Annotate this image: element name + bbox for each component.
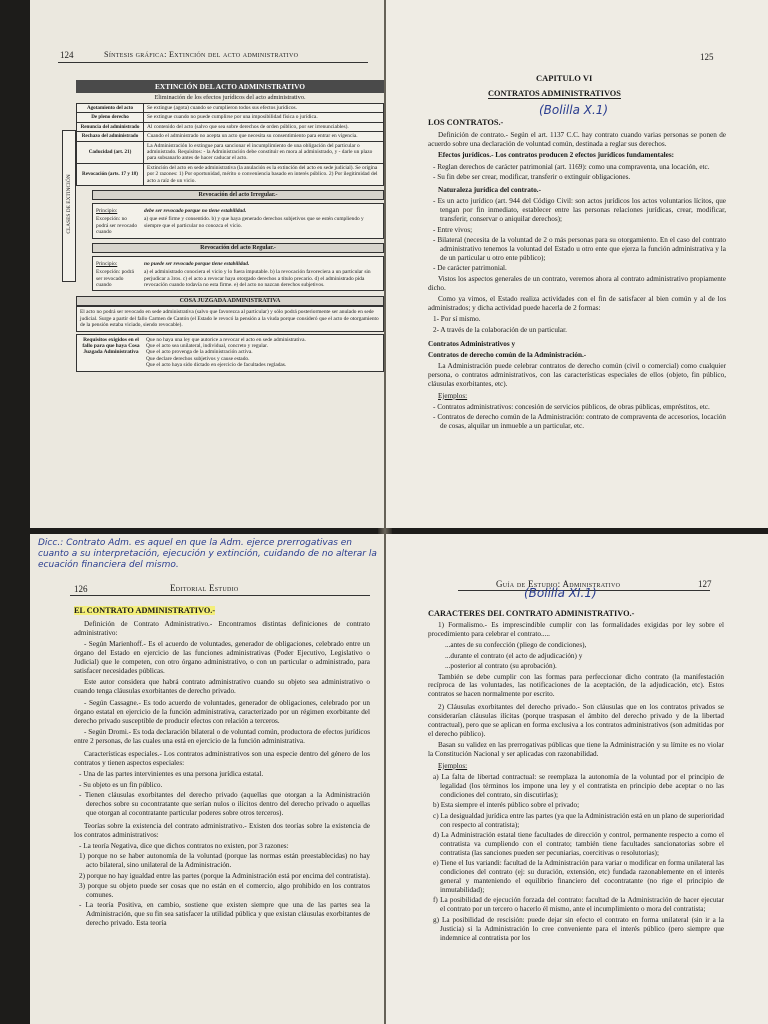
excepcion-text: a) que esté firme y consentido. b) y que haya generado derechos subjetivos que se estén cumpliendo y siempre que el particular no conozca el vicio. — [144, 216, 364, 229]
extincion-diagram — [66, 80, 384, 372]
list-item: - Una de las partes intervinientes es una persona jurídica estatal. — [79, 770, 264, 779]
page-124 — [30, 0, 384, 528]
list-item: - Bilateral (necesita de la voluntad de 2 o más personas para su otorgamiento. En el caso del contrato administrativo tenemos la voluntad del Estado u otro ente que ejerza la función administrativa y la de un particular u otro ente público); — [433, 236, 726, 262]
page-number: 126 — [74, 584, 88, 594]
list-item: - Tienen cláusulas exorbitantes del derecho privado (aquellas que otorgan a la Administración derechos sobre su cocontratante que serían nulos o ilícitos dentro del derecho privado o aquellas que otorgan al cocontratante particular poderes sobre otros terceros). — [79, 790, 370, 817]
list-item: - De carácter patrimonial. — [433, 264, 507, 273]
list-item: - Contratos de derecho común de la Administración: contrato de compraventa de accesorios, locación de cosas, alquilar un inmueble a un particular, etc. — [433, 413, 726, 431]
header-rule — [58, 62, 368, 63]
section-title: EL CONTRATO ADMINISTRATIVO.- — [74, 606, 216, 615]
paragraph: También se debe cumplir con las formas para perfeccionar dicho contrato (la manifestación recíproca de las voluntades, las notificaciones de la aceptación, de la adjudicación, etc). Estos contratos se hacen normalmente por escrito. — [428, 672, 724, 699]
table-row — [77, 132, 384, 141]
side-label: CLASES DE EXTINCIÓN — [66, 174, 72, 234]
paragraph: Como ya vimos, el Estado realiza actividades con el fin de satisfacer al bien común y al de los administrados; y dicha actividad puede hacerla de 2 formas: — [428, 295, 726, 312]
paragraph: 1) Formalismo.- Es imprescindible cumplir con las formalidades exigidas por ley sobre el procedimiento para celebrar el contrato..... — [428, 621, 724, 638]
side-label-box — [62, 130, 76, 282]
table-row — [77, 113, 384, 122]
paragraph: Efectos jurídicos.- Los contratos producen 2 efectos jurídicos fundamentales: — [438, 151, 675, 160]
row-text: Cuando el administrado no acepta un acto que necesita su consentimiento para entrar en vigencia. — [144, 132, 384, 141]
paragraph: Naturaleza jurídica del contrato.- — [438, 186, 541, 195]
list-item: 2- A través de la colaboración de un particular. — [433, 325, 567, 334]
requisitos-box — [76, 334, 384, 372]
list-item: 2) porque no hay igualdad entre las partes (porque la Administración está por encima del contratista). — [79, 871, 370, 880]
paragraph: Definición de Contrato Administrativo.- Encontramos distintas definiciones de contrato administrativo: — [74, 620, 370, 637]
body-text — [428, 131, 726, 433]
row-text: Al contenido del acto (salvo que sea sobre derechos de orden público, por ser irrenunciables). — [144, 122, 384, 131]
list-item: - Su objeto es un fin público. — [79, 780, 163, 789]
paragraph: - Según Cassagne.- Es todo acuerdo de voluntades, generador de obligaciones, celebrado por un órgano estatal en ejercicio de la función administrativa, caracterizado por un régimen exorbitante del derecho privado susceptible de producir efectos con relación a terceros. — [74, 698, 370, 725]
cosa-juzgada-title: COSA JUZGADA ADMINISTRATIVA — [76, 296, 384, 306]
running-head: Editorial Estudio — [170, 583, 239, 593]
regular-box — [92, 256, 384, 292]
row-label: Caducidad (art. 21) — [77, 141, 144, 163]
list-item: - La teoría Positiva, en cambio, sostiene que existen siempre que una de las partes sea la Administración, que su fin sea satisfacer la utilidad pública y que existan cláusulas exorbitantes de derecho privado. Esta teoría — [79, 901, 370, 928]
row-text: Se extingue (agota) cuando se cumplieron todos sus efectos jurídicos. — [144, 104, 384, 113]
section-title: CARACTERES DEL CONTRATO ADMINISTRATIVO.- — [428, 609, 635, 618]
list-item: Que el acto sea unilateral, individual, concreto y regular. — [146, 342, 268, 349]
header-rule — [70, 595, 370, 596]
excepcion-label: Excepción: no podrá ser revocado cuando — [96, 216, 138, 236]
page-number: 127 — [698, 579, 712, 589]
page-127 — [386, 534, 768, 1024]
list-item: Que no haya una ley que autorice a revocar el acto en sede administrativa. — [146, 336, 306, 343]
list-item: f) La posibilidad de ejecución forzada del contrato: facultad de la Administración de hacer ejecutar el contrato por un tercero o hacerlo él mismo, ante el incumplimiento o mora del contratista; — [433, 896, 724, 914]
handwritten-note: Dicc.: Contrato Adm. es aquel en que la Adm. ejerce prerrogativas en cuanto a su interpretación, ejecución y extinción, cuidando de no alterar la ecuación financiera del mismo. — [38, 538, 377, 570]
row-text: Extinción del acto en sede administrativa (la anulación es la extinción del acto en sede judicial). Se origina por 2 razones: 1) Por oportunidad, mérito o conveniencia basado en interés público. 2) Por ilegitimidad del acto a raíz de un vicio. — [144, 163, 384, 185]
page-number: 125 — [700, 52, 714, 62]
paragraph: Ejemplos: — [438, 761, 468, 770]
list-item: - Su fin debe ser crear, modificar, transferir o extinguir obligaciones. — [433, 173, 631, 182]
table-row — [77, 163, 384, 185]
list-item: - Entre vivos; — [433, 225, 473, 234]
paragraph: - Según Marienhoff.- Es el acuerdo de voluntades, generador de obligaciones, celebrado entre un órgano del Estado en ejercicio de las funciones administrativas (Poder Ejecutivo, Legislativo o Judicial) que le competen, con otro órgano administrativo, o con un particular o administrado, para satisfacer necesidades públicas. — [74, 640, 370, 676]
clases-table — [76, 103, 384, 186]
list-item: - Contratos administrativos: concesión de servicios públicos, de obras públicas, empréstitos, etc. — [433, 403, 710, 412]
excepcion-text: a) el administrado conociera el vicio y lo fuera imputable. b) la revocación favoreciera a un particular sin perjudicar a 3ros. c) el acto a revocar haya otorgado derechos a título precario. d) el administrado pida revocación cuando todavía no esta firme. e) del acto no nazcan derechos subjetivos. — [144, 269, 371, 288]
list-item: Que declare derechos subjetivos y cause estado. — [146, 355, 250, 362]
paragraph: Contratos Administrativos y — [428, 339, 516, 348]
body-text — [74, 620, 370, 930]
list-item: 3) porque su objeto puede ser cosas que no están en el comercio, algo prohibido en los contratos comunes. — [79, 882, 370, 899]
irregular-title: Revocación del acto Irregular.- — [92, 190, 384, 200]
chapter-title: CONTRATOS ADMINISTRATIVOS — [488, 89, 621, 98]
principio-label: Principio: — [96, 260, 118, 267]
diagram-subtitle: Eliminación de los efectos jurídicos del acto administrativo. — [154, 94, 306, 101]
list-item: ...antes de su confección (pliego de condiciones), — [445, 641, 587, 650]
paragraph: Características especiales.- Los contratos administrativos son una especie dentro del género de los contratos y tienen aspectos especiales: — [74, 749, 370, 767]
body-text — [428, 621, 724, 944]
page-125 — [386, 0, 768, 528]
page-number: 124 — [60, 50, 74, 60]
table-row — [77, 141, 384, 163]
list-item: - Es un acto jurídico (art. 944 del Código Civil: son actos jurídicos los actos voluntarios lícitos, que tengan por fin inmediato, establecer entre las personas relaciones jurídicas, crear, modificar, transferir, conservar o aniquilar derechos); — [433, 197, 726, 224]
paragraph: Definición de contrato.- Según el art. 1137 C.C. hay contrato cuando varias personas se ponen de acuerdo sobre una declaración de voluntad común, destinada a reglar sus derechos. — [428, 131, 726, 148]
list-item: 1) porque no se haber autonomía de la voluntad (porque las normas están preestablecidas) no hay acto bilateral, sino unilateral de la Administración. — [79, 852, 370, 870]
list-item: Que el acto provenga de la administración activa. — [146, 349, 253, 356]
paragraph: Este autor considera que habrá contrato administrativo cuando su objeto sea administrativo o cuando tenga cláusulas exorbitantes de derecho privado. — [74, 678, 370, 696]
row-text: La Administración lo extingue para sancionar el incumplimiento de una obligación del particular o administrado. Requisitos: - la Administración debe constituir en mora al administrado, y - darle un plazo para subsanarlo antes de hacer caducar el acto. — [144, 141, 384, 163]
row-text: Se extingue cuando no puede cumplirse por una imposibilidad física o jurídica. — [144, 113, 384, 122]
running-head: Síntesis gráfica: Extinción del acto administrativo — [104, 50, 299, 59]
table-row — [77, 122, 384, 131]
paragraph: - Según Dromi.- Es toda declaración bilateral o de voluntad común, productora de efectos jurídicos entre 2 personas, de las cuales una está en ejercicio de la función administrativa. — [74, 727, 370, 745]
principio-text: no puede ser revocado porque tiene estabilidad. — [144, 260, 250, 267]
table-row — [77, 104, 384, 113]
paragraph: Ejemplos: — [438, 391, 468, 400]
principio-text: debe ser revocado porque no tiene estabilidad. — [144, 208, 247, 215]
chapter-number: CAPITULO VI — [536, 73, 593, 83]
cosa-juzgada-text: El acto no podrá ser revocado en sede administrativa (salvo que favorezca al particular) y sólo podrá posteriormente ser anulado en sede judicial. Surge a partir del fallo Carmen de Cantón (el Estado le revocó la pensión a la viuda porque consideró que el acto de otorgamiento de la pensión estaba viciado, siendo revocable). — [76, 306, 384, 331]
handwritten-bolilla: (Bolilla XI.1) — [524, 586, 597, 600]
paragraph: Vistos los aspectos generales de un contrato, veremos ahora al contrato administrativo propiamente dicho. — [428, 274, 726, 292]
handwritten-bolilla: (Bolilla X.1) — [539, 103, 609, 117]
list-item: ...durante el contrato (el acto de adjudicación) y — [445, 651, 583, 660]
principio-label: Principio: — [96, 208, 118, 215]
requisitos-list — [146, 337, 380, 369]
row-label: Agotamiento del acto — [77, 104, 144, 113]
list-item: - Reglan derechos de carácter patrimonial (art. 1169): como una compraventa, una locación, etc. — [433, 162, 710, 171]
diagram-title: EXTINCIÓN DEL ACTO ADMINISTRATIVO — [76, 80, 384, 93]
list-item: g) La posibilidad de rescisión: puede dejar sin efecto el contrato en forma unilateral (sin ir a la Justicia) si la Administración lo cree conveniente para el interés público (pero siempre que indemnice al contratista por los — [433, 915, 724, 942]
list-item: a) La falta de libertad contractual: se reemplaza la autonomía de la voluntad por el principio de legalidad (los términos los impone una ley y el contratista en principio debe aceptar o no las condiciones del contrato, sin discutirlas); — [433, 773, 724, 799]
list-item: c) La desigualdad jurídica entre las partes (ya que la Administración está en un plano de superioridad con respecto al contratista); — [433, 811, 724, 829]
regular-title: Revocación del acto Regular.- — [92, 243, 384, 253]
row-label: De pleno derecho — [77, 113, 144, 122]
section-title: LOS CONTRATOS.- — [428, 118, 504, 127]
list-item: e) Tiene el Ius variandi: facultad de la Administración para variar o modificar en forma unilateral las condiciones del contrato (ej: su duración, extensión, etc) fundada razonablemente en el interés general y manteniendo el equilibrio financiero del cocontratante (no rige el principio de inmutabilidad); — [433, 859, 724, 894]
requisitos-label: Requisitos exigidos en el fallo para que haya Cosa Juzgada Administrativa — [82, 336, 140, 356]
revocacion-irregular — [92, 190, 384, 291]
paragraph: Basan su validez en las prerrogativas públicas que tiene la Administración y su límite es no violar la Constitución Nacional y ser aplicadas con razonabilidad. — [428, 741, 724, 759]
paragraph: La Administración puede celebrar contratos de derecho común (civil o comercial) como cualquier persona, o contratos administrativos, con las características especiales de ellos (objeto, fin público, cláusulas exorbitantes, etc). — [428, 362, 726, 389]
paragraph: 2) Cláusulas exorbitantes del derecho privado.- Son cláusulas que en los contratos privados se considerarían cláusulas ilícitas (porque traspasan el ámbito del derecho privado y de la libertad contractual), pero que se aplican en forma exclusiva a los contratos administrativos (son admitidas por el derecho público). — [428, 703, 724, 738]
row-label: Renuncia del administrado — [77, 122, 144, 131]
list-item: b) Esta siempre el interés público sobre el privado; — [433, 801, 580, 810]
irregular-box — [92, 203, 384, 239]
list-item: ...posterior al contrato (su aprobación). — [445, 662, 557, 671]
page-126 — [30, 534, 384, 1024]
excepcion-label: Excepción: podrá ser revocado cuando — [96, 269, 134, 288]
list-item: d) La Administración estatal tiene facultades de dirección y control, permanente respecto a como el contratista va cumpliendo con el contrato; también tiene facultades sancionatorias sobre el contratista (las sanciones pueden ser pecuniarias, coercitivas o resolutorias); — [433, 831, 724, 857]
row-label: Rechazo del administrado — [77, 132, 144, 141]
row-label: Revocación (arts. 17 y 18) — [77, 163, 144, 185]
paragraph: Contratos de derecho común de la Administración.- — [428, 351, 587, 360]
list-item: - La teoría Negativa, dice que dichos contratos no existen, por 3 razones: — [79, 841, 289, 850]
paragraph: Teorías sobre la existencia del contrato administrativo.- Existen dos teorías sobre la existencia de los contratos administrativos: — [74, 821, 370, 839]
list-item: Que el acto haya sido dictado en ejercicio de facultades regladas. — [146, 362, 287, 369]
list-item: 1- Por sí mismo. — [433, 315, 481, 324]
running-head: Guía de Estudio: Administrativo — [496, 579, 621, 589]
